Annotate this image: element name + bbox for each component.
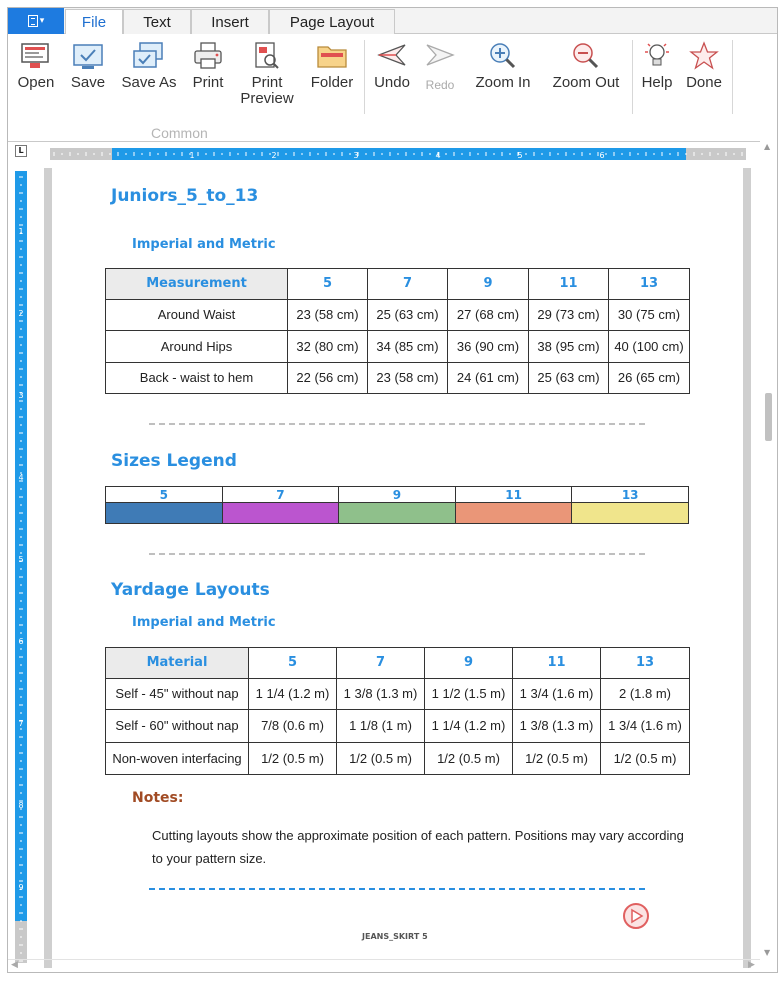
tab-stop-selector[interactable]: L	[15, 145, 27, 157]
table-cell: 25 (63 cm)	[368, 300, 448, 331]
ribbon-separator	[632, 40, 633, 114]
notes-heading: Notes:	[132, 790, 184, 806]
star-icon	[682, 39, 726, 73]
vertical-ruler-ticks	[15, 171, 27, 963]
table-cell: 1 1/4 (1.2 m)	[425, 710, 513, 743]
save-as-button[interactable]	[116, 39, 182, 91]
table-cell: 22 (56 cm)	[288, 363, 368, 394]
legend-size-label: 13	[572, 487, 689, 503]
row-label-cell: Self - 45" without nap	[106, 679, 249, 710]
table-cell: 1 3/4 (1.6 m)	[513, 679, 601, 710]
ruler-number: 2	[18, 309, 24, 318]
zoom-in-label: Zoom In	[475, 74, 531, 91]
print-preview-label-2: Preview	[240, 90, 294, 107]
yardage-title: Yardage Layouts	[111, 580, 270, 600]
horizontal-scrollbar[interactable]	[8, 959, 760, 973]
ribbon-separator	[364, 40, 365, 114]
row-label-cell: Around Waist	[106, 300, 288, 331]
sizes-legend-table	[105, 486, 689, 524]
table-cell: 36 (90 cm)	[448, 331, 529, 363]
print-preview-button[interactable]	[234, 39, 300, 107]
folder-button[interactable]	[306, 39, 358, 91]
table-row	[106, 679, 690, 710]
legend-color-swatch	[455, 503, 572, 524]
undo-button[interactable]	[370, 39, 414, 91]
table-cell: 1 3/4 (1.6 m)	[601, 710, 690, 743]
tab-page-layout[interactable]: Page Layout	[269, 9, 395, 35]
app-logo-icon	[621, 901, 651, 931]
table-cell: 1 1/2 (1.5 m)	[425, 679, 513, 710]
redo-button[interactable]	[418, 39, 462, 93]
table-cell: 7/8 (0.6 m)	[249, 710, 337, 743]
table-row	[106, 710, 690, 743]
sizes-legend-title: Sizes Legend	[111, 451, 237, 471]
print-label: Print	[192, 74, 224, 91]
caret-down-icon: ▾	[39, 16, 45, 26]
table-cell: 24 (61 cm)	[448, 363, 529, 394]
ruler-number: 7	[18, 719, 24, 728]
page-footer: JEANS_SKIRT 5	[362, 932, 428, 941]
table-cell: 1 3/8 (1.3 m)	[513, 710, 601, 743]
table-cell: 40 (100 cm)	[609, 331, 690, 363]
ruler-number: 6	[18, 637, 24, 646]
open-icon	[14, 39, 58, 73]
ribbon-group-label: Common	[151, 125, 208, 141]
print-preview-label-1: Print	[251, 74, 283, 91]
ruler-number: 3	[353, 151, 359, 160]
table-cell: 23 (58 cm)	[288, 300, 368, 331]
document-title: Juniors_5_to_13	[111, 186, 259, 206]
tab-insert[interactable]: Insert	[191, 9, 269, 35]
lightbulb-icon	[636, 39, 678, 73]
zoom-in-button[interactable]	[468, 39, 538, 91]
ruler-number: 4	[18, 473, 24, 482]
tab-file[interactable]: File	[65, 9, 123, 35]
table-cell: 30 (75 cm)	[609, 300, 690, 331]
divider	[149, 888, 645, 890]
vertical-ruler[interactable]	[15, 171, 27, 963]
save-as-label: Save As	[121, 74, 177, 91]
save-as-icon	[116, 39, 182, 73]
table-header-cell: Measurement	[106, 269, 288, 300]
measurements-table	[105, 268, 690, 394]
divider	[149, 423, 645, 425]
table-cell: 1 1/4 (1.2 m)	[249, 679, 337, 710]
legend-color-swatch	[106, 503, 223, 524]
legend-color-swatch	[222, 503, 339, 524]
table-cell: 32 (80 cm)	[288, 331, 368, 363]
table-row	[106, 363, 690, 394]
ruler-number: 3	[18, 391, 24, 400]
horizontal-ruler[interactable]	[50, 148, 746, 160]
row-label-cell: Self - 60" without nap	[106, 710, 249, 743]
notes-text: Cutting layouts show the approximate position of each pattern. Positions may vary according to your pattern size.	[152, 828, 684, 866]
vertical-scrollbar[interactable]	[760, 140, 777, 964]
ribbon	[8, 34, 777, 142]
scroll-right-icon[interactable]: ▶	[748, 960, 755, 970]
ribbon-separator	[732, 40, 733, 114]
open-button[interactable]	[14, 39, 58, 91]
row-label-cell: Back - waist to hem	[106, 363, 288, 394]
table-cell: 38 (95 cm)	[529, 331, 609, 363]
folder-label: Folder	[310, 74, 354, 91]
zoom-in-icon	[468, 39, 538, 73]
divider	[149, 553, 645, 555]
table-cell: 29 (73 cm)	[529, 300, 609, 331]
table-header-cell: 7	[368, 269, 448, 300]
save-label: Save	[70, 74, 106, 91]
table-header-cell: Material	[106, 648, 249, 679]
table-cell: 1/2 (0.5 m)	[337, 743, 425, 775]
open-label: Open	[17, 74, 55, 91]
undo-icon	[370, 39, 414, 73]
table-cell: 1/2 (0.5 m)	[425, 743, 513, 775]
table-row	[106, 331, 690, 363]
table-header-cell: 13	[601, 648, 690, 679]
table-header-cell: 13	[609, 269, 690, 300]
done-label: Done	[686, 74, 722, 91]
redo-icon	[418, 39, 462, 73]
table-cell: 1/2 (0.5 m)	[601, 743, 690, 775]
document-menu-icon	[28, 15, 38, 27]
document-page[interactable]	[53, 168, 743, 958]
legend-color-swatch	[572, 503, 689, 524]
ruler-number: 1	[18, 227, 24, 236]
app-menu-button[interactable]	[8, 8, 64, 34]
help-button[interactable]	[636, 39, 678, 91]
ruler-number: 6	[599, 151, 605, 160]
save-icon	[66, 39, 110, 73]
ribbon-tabstrip	[8, 8, 777, 34]
table-cell: 1/2 (0.5 m)	[249, 743, 337, 775]
ruler-number: 1	[189, 151, 195, 160]
zoom-out-label: Zoom Out	[552, 74, 620, 91]
row-label-cell: Non-woven interfacing	[106, 743, 249, 775]
app-window	[7, 7, 778, 973]
table-cell: 2 (1.8 m)	[601, 679, 690, 710]
horizontal-ruler-ticks	[50, 148, 746, 160]
yardage-subtitle: Imperial and Metric	[132, 615, 276, 630]
legend-color-swatch	[339, 503, 456, 524]
printer-icon	[188, 39, 228, 73]
scroll-down-icon[interactable]: ▼	[764, 948, 771, 957]
scroll-left-icon[interactable]: ◀	[11, 960, 18, 970]
help-label: Help	[641, 74, 673, 91]
scroll-up-icon[interactable]: ▲	[764, 142, 771, 151]
table-cell: 1 1/8 (1 m)	[337, 710, 425, 743]
table-cell: 1/2 (0.5 m)	[513, 743, 601, 775]
table-header-cell: 7	[337, 648, 425, 679]
save-button[interactable]	[66, 39, 110, 91]
table-header-cell: 11	[529, 269, 609, 300]
table-row	[106, 300, 690, 331]
table-header-cell: 5	[249, 648, 337, 679]
ruler-number: 5	[18, 555, 24, 564]
table-header-cell: 9	[448, 269, 529, 300]
scroll-thumb[interactable]	[765, 393, 772, 441]
legend-size-label: 9	[339, 487, 456, 503]
legend-size-label: 7	[222, 487, 339, 503]
table-cell: 26 (65 cm)	[609, 363, 690, 394]
page-margin-strip	[44, 168, 52, 968]
table-header-cell: 11	[513, 648, 601, 679]
redo-label: Redo	[425, 78, 455, 92]
table-cell: 25 (63 cm)	[529, 363, 609, 394]
legend-size-label: 11	[455, 487, 572, 503]
ruler-number: 8	[18, 801, 24, 810]
yardage-table	[105, 647, 690, 775]
ruler-number: 9	[18, 883, 24, 892]
table-cell: 34 (85 cm)	[368, 331, 448, 363]
zoom-out-icon	[544, 39, 628, 73]
table-cell: 27 (68 cm)	[448, 300, 529, 331]
table-header-cell: 5	[288, 269, 368, 300]
print-button[interactable]	[188, 39, 228, 91]
ruler-number: 4	[435, 151, 441, 160]
table-cell: 1 3/8 (1.3 m)	[337, 679, 425, 710]
ruler-number: 2	[271, 151, 277, 160]
measurements-subtitle: Imperial and Metric	[132, 237, 276, 252]
folder-icon	[306, 39, 358, 73]
row-label-cell: Around Hips	[106, 331, 288, 363]
print-preview-icon	[234, 39, 300, 73]
table-cell: 23 (58 cm)	[368, 363, 448, 394]
ruler-number: 5	[517, 151, 523, 160]
page-margin-strip	[743, 168, 751, 968]
tab-text[interactable]: Text	[123, 9, 191, 35]
undo-label: Undo	[374, 74, 410, 91]
legend-size-label: 5	[106, 487, 223, 503]
table-header-cell: 9	[425, 648, 513, 679]
done-button[interactable]	[682, 39, 726, 91]
zoom-out-button[interactable]	[544, 39, 628, 91]
table-row	[106, 743, 690, 775]
